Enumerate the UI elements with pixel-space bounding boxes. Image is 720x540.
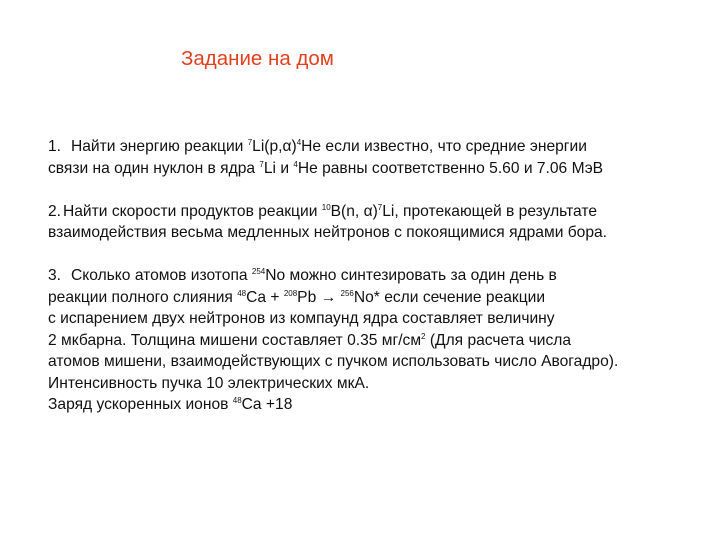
task-3-text: (Для расчета числа <box>425 331 572 349</box>
task-list <box>48 136 713 416</box>
task-2-line-2: взаимодействия весьма медленных нейтронов с покоящимися ядрами бора. <box>48 224 608 241</box>
task-3-text: Заряд ускоренных ионов <box>48 396 233 413</box>
task-1-text: Найти энергию реакции <box>71 138 248 155</box>
task-1-text: Li и <box>263 159 294 177</box>
task-3-line-4 <box>48 330 713 352</box>
exponent-2: 2 <box>421 331 426 341</box>
task-1 <box>48 136 713 179</box>
task-3-line-5: атомов мишени, взаимодействующих с пучком использовать число Авогадро). <box>48 353 619 370</box>
task-3-line-3: с испарением двух нейтронов из компаунд ядра составляет величину <box>48 310 555 327</box>
task-3-line-7 <box>48 394 713 416</box>
task-1-number: 1. <box>48 138 62 155</box>
mass-number-no256: 256 <box>340 288 354 298</box>
mass-number-no254: 254 <box>251 267 266 276</box>
mass-number-ca48: 48 <box>232 396 242 405</box>
task-3-text: 2 мкбарна. Толщина мишени составляет 0.35 мг/см <box>48 331 422 349</box>
task-2-text: B(n, α) <box>330 202 378 220</box>
task-3-text: No* если сечение реакции <box>353 288 546 306</box>
mass-number-li7: 7 <box>377 202 383 212</box>
mass-number-li7: 7 <box>247 138 253 147</box>
task-2-line-1 <box>48 201 713 223</box>
task-3-line-1 <box>48 265 713 287</box>
mass-number-ca48: 48 <box>237 288 247 298</box>
task-2-text: Li, протекающей в результате <box>382 202 598 220</box>
task-1-line-1 <box>48 136 713 158</box>
task-1-text: He если известно, что средние энергии <box>301 138 587 155</box>
mass-number-b10: 10 <box>321 202 331 212</box>
task-1-text: He равны соответственно 5.60 и 7.06 МэВ <box>297 159 604 177</box>
task-3-line-2 <box>48 287 713 309</box>
task-3-text: реакции полного слияния <box>48 288 238 306</box>
mass-number-li7: 7 <box>259 159 264 169</box>
task-3-text: Ca +18 <box>241 396 293 413</box>
task-1-line-2 <box>48 158 713 180</box>
page-title: Задание на дом <box>181 47 334 70</box>
task-3 <box>48 265 713 416</box>
task-3-text: Ca + <box>246 288 284 306</box>
mass-number-he4: 4 <box>296 138 302 147</box>
task-2-number: 2. <box>48 202 62 220</box>
task-3-line-6: Интенсивность пучка 10 электрических мкА. <box>48 374 370 392</box>
task-1-text: связи на один нуклон в ядра <box>48 159 260 177</box>
task-3-text: Сколько атомов изотопа <box>71 267 252 284</box>
task-3-number: 3. <box>48 267 62 284</box>
task-2-text: Найти скорости продуктов реакции <box>63 202 322 220</box>
mass-number-pb208: 208 <box>283 288 298 298</box>
task-2 <box>48 201 713 244</box>
task-1-text: Li(p,α) <box>252 138 297 155</box>
task-3-text: No можно синтезировать за один день в <box>265 267 557 284</box>
task-3-text: Pb → <box>297 288 341 306</box>
mass-number-he4: 4 <box>293 159 298 169</box>
